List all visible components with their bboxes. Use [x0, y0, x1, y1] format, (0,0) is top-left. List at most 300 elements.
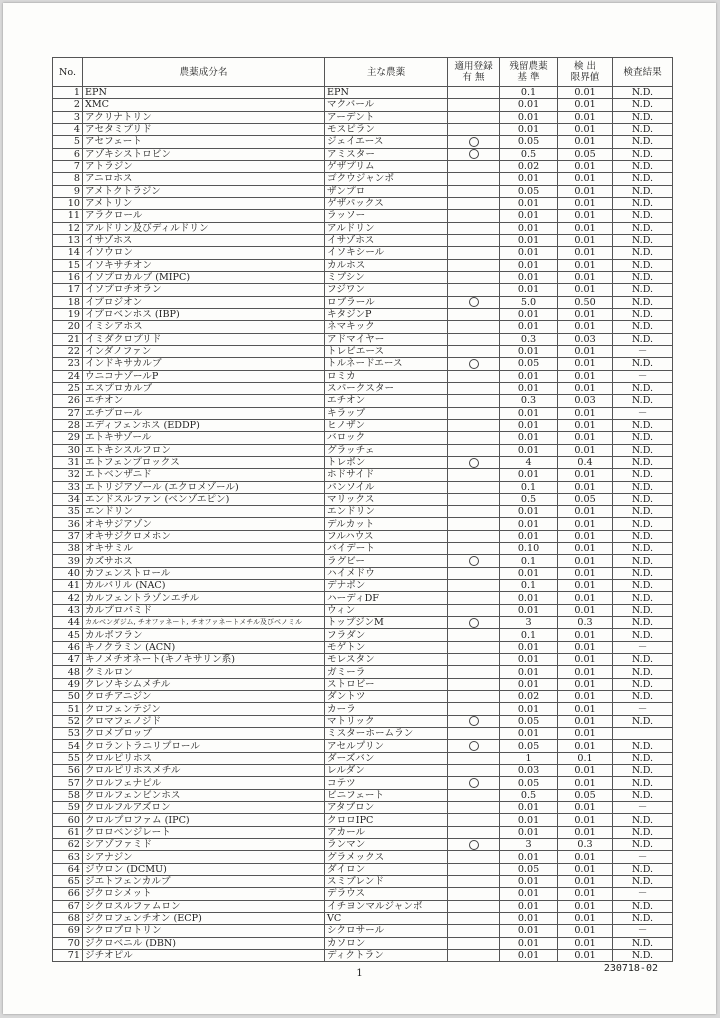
- cell-registered: [448, 247, 500, 259]
- cell-detection-limit: 0.05: [558, 789, 613, 801]
- cell-main-product: カソロン: [325, 937, 448, 949]
- cell-main-product: パンソイル: [325, 481, 448, 493]
- cell-registered: [448, 592, 500, 604]
- table-row: [53, 518, 673, 530]
- cell-result: N.D.: [613, 210, 673, 222]
- cell-detection-limit: 0.01: [558, 703, 613, 715]
- cell-standard: 0.01: [500, 949, 558, 961]
- cell-result: N.D.: [613, 419, 673, 431]
- cell-ingredient-name: シクロスルファムロン: [83, 900, 325, 912]
- cell-main-product: スミブレンド: [325, 876, 448, 888]
- cell-registered: [448, 370, 500, 382]
- cell-standard: 0.01: [500, 703, 558, 715]
- cell-standard: 0.5: [500, 148, 558, 160]
- table-row: [53, 493, 673, 505]
- table-row: [53, 148, 673, 160]
- cell-ingredient-name: ジクロシメット: [83, 888, 325, 900]
- cell-standard: 0.01: [500, 728, 558, 740]
- cell-no: 14: [53, 247, 83, 259]
- cell-detection-limit: 0.01: [558, 888, 613, 900]
- cell-registered: [448, 222, 500, 234]
- cell-registered: [448, 740, 500, 752]
- cell-registered: [448, 839, 500, 851]
- cell-detection-limit: 0.01: [558, 912, 613, 924]
- cell-ingredient-name: アセタミプリド: [83, 123, 325, 135]
- cell-result: N.D.: [613, 395, 673, 407]
- cell-ingredient-name: カルフェントラゾンエチル: [83, 592, 325, 604]
- cell-ingredient-name: クロマフェノジド: [83, 715, 325, 727]
- cell-registered: [448, 506, 500, 518]
- cell-no: 1: [53, 87, 83, 99]
- table-row: [53, 912, 673, 924]
- cell-ingredient-name: キノクラミン (ACN): [83, 641, 325, 653]
- cell-result: N.D.: [613, 197, 673, 209]
- cell-main-product: カルホス: [325, 259, 448, 271]
- table-row: [53, 469, 673, 481]
- cell-main-product: アタブロン: [325, 802, 448, 814]
- cell-ingredient-name: アニロホス: [83, 173, 325, 185]
- cell-main-product: ゲザプリム: [325, 160, 448, 172]
- cell-ingredient-name: クミルロン: [83, 666, 325, 678]
- cell-registered: [448, 382, 500, 394]
- cell-main-product: トレボン: [325, 456, 448, 468]
- cell-no: 5: [53, 136, 83, 148]
- cell-ingredient-name: アメトクトラジン: [83, 185, 325, 197]
- cell-detection-limit: 0.01: [558, 222, 613, 234]
- cell-main-product: ダントツ: [325, 691, 448, 703]
- cell-standard: 0.01: [500, 419, 558, 431]
- cell-detection-limit: 0.01: [558, 629, 613, 641]
- cell-no: 70: [53, 937, 83, 949]
- cell-result: －: [613, 641, 673, 653]
- cell-detection-limit: 0.01: [558, 481, 613, 493]
- cell-detection-limit: 0.01: [558, 580, 613, 592]
- cell-registered: [448, 641, 500, 653]
- table-row: [53, 580, 673, 592]
- registered-circle-icon: [469, 618, 479, 628]
- cell-main-product: コテツ: [325, 777, 448, 789]
- header-detection-limit: 検 出 限界値: [558, 58, 613, 87]
- cell-ingredient-name: エチオン: [83, 395, 325, 407]
- cell-no: 61: [53, 826, 83, 838]
- cell-no: 63: [53, 851, 83, 863]
- cell-no: 19: [53, 308, 83, 320]
- cell-standard: 0.01: [500, 567, 558, 579]
- cell-no: 35: [53, 506, 83, 518]
- cell-main-product: デルカット: [325, 518, 448, 530]
- cell-result: N.D.: [613, 654, 673, 666]
- cell-result: N.D.: [613, 444, 673, 456]
- table-row: [53, 87, 673, 99]
- cell-detection-limit: 0.01: [558, 851, 613, 863]
- cell-detection-limit: 0.01: [558, 308, 613, 320]
- table-row: [53, 160, 673, 172]
- cell-standard: 0.01: [500, 259, 558, 271]
- cell-standard: 0.01: [500, 308, 558, 320]
- cell-standard: 0.01: [500, 370, 558, 382]
- cell-main-product: ハーディDF: [325, 592, 448, 604]
- cell-registered: [448, 691, 500, 703]
- cell-ingredient-name: アルドリン及びディルドリン: [83, 222, 325, 234]
- table-row: [53, 333, 673, 345]
- cell-ingredient-name: エチプロール: [83, 407, 325, 419]
- cell-ingredient-name: イプロジオン: [83, 296, 325, 308]
- cell-detection-limit: 0.01: [558, 234, 613, 246]
- cell-standard: 0.01: [500, 111, 558, 123]
- cell-no: 40: [53, 567, 83, 579]
- cell-result: N.D.: [613, 543, 673, 555]
- cell-result: －: [613, 370, 673, 382]
- cell-registered: [448, 456, 500, 468]
- cell-ingredient-name: エトフェンプロックス: [83, 456, 325, 468]
- cell-ingredient-name: クロルピリホス: [83, 752, 325, 764]
- cell-ingredient-name: イソキサチオン: [83, 259, 325, 271]
- cell-registered: [448, 900, 500, 912]
- table-row: [53, 863, 673, 875]
- cell-no: 45: [53, 629, 83, 641]
- cell-detection-limit: 0.01: [558, 654, 613, 666]
- cell-standard: 0.01: [500, 123, 558, 135]
- cell-registered: [448, 148, 500, 160]
- cell-main-product: ジェイエース: [325, 136, 448, 148]
- cell-standard: 0.1: [500, 481, 558, 493]
- cell-registered: [448, 87, 500, 99]
- cell-standard: 5.0: [500, 296, 558, 308]
- cell-main-product: デラウス: [325, 888, 448, 900]
- cell-detection-limit: 0.01: [558, 321, 613, 333]
- cell-standard: 0.01: [500, 641, 558, 653]
- cell-main-product: EPN: [325, 87, 448, 99]
- cell-main-product: モスピラン: [325, 123, 448, 135]
- cell-main-product: グラッチェ: [325, 444, 448, 456]
- cell-detection-limit: 0.01: [558, 567, 613, 579]
- cell-detection-limit: 0.01: [558, 123, 613, 135]
- cell-registered: [448, 259, 500, 271]
- cell-detection-limit: 0.01: [558, 518, 613, 530]
- table-row: [53, 185, 673, 197]
- document-code: 230718-02: [603, 963, 658, 974]
- cell-ingredient-name: カルプロパミド: [83, 604, 325, 616]
- registered-circle-icon: [469, 137, 479, 147]
- table-row: [53, 432, 673, 444]
- table-row: [53, 173, 673, 185]
- cell-no: 12: [53, 222, 83, 234]
- cell-main-product: クロロIPC: [325, 814, 448, 826]
- cell-main-product: ダーズバン: [325, 752, 448, 764]
- cell-registered: [448, 432, 500, 444]
- cell-registered: [448, 481, 500, 493]
- cell-no: 28: [53, 419, 83, 431]
- document-page: [3, 3, 716, 1014]
- cell-detection-limit: 0.01: [558, 432, 613, 444]
- cell-result: N.D.: [613, 506, 673, 518]
- cell-standard: 0.1: [500, 580, 558, 592]
- cell-no: 21: [53, 333, 83, 345]
- cell-detection-limit: 0.01: [558, 543, 613, 555]
- table-row: [53, 419, 673, 431]
- registered-circle-icon: [469, 778, 479, 788]
- cell-no: 56: [53, 765, 83, 777]
- table-row: [53, 789, 673, 801]
- cell-no: 67: [53, 900, 83, 912]
- cell-result: －: [613, 888, 673, 900]
- cell-registered: [448, 863, 500, 875]
- table-row: [53, 210, 673, 222]
- cell-standard: 0.01: [500, 469, 558, 481]
- table-row: [53, 358, 673, 370]
- cell-main-product: モレスタン: [325, 654, 448, 666]
- cell-main-product: シクロサール: [325, 925, 448, 937]
- cell-no: 32: [53, 469, 83, 481]
- table-row: [53, 136, 673, 148]
- cell-no: 65: [53, 876, 83, 888]
- cell-standard: 0.01: [500, 518, 558, 530]
- cell-standard: 0.01: [500, 506, 558, 518]
- cell-standard: 0.01: [500, 876, 558, 888]
- table-row: [53, 765, 673, 777]
- cell-ingredient-name: オキサジクロメホン: [83, 530, 325, 542]
- cell-main-product: トップジンM: [325, 617, 448, 629]
- table-row: [53, 308, 673, 320]
- table-row: [53, 506, 673, 518]
- cell-main-product: デナポン: [325, 580, 448, 592]
- cell-main-product: ラッソー: [325, 210, 448, 222]
- cell-result: －: [613, 925, 673, 937]
- cell-registered: [448, 271, 500, 283]
- cell-no: 30: [53, 444, 83, 456]
- cell-no: 43: [53, 604, 83, 616]
- cell-ingredient-name: シアナジン: [83, 851, 325, 863]
- cell-result: N.D.: [613, 691, 673, 703]
- cell-result: N.D.: [613, 321, 673, 333]
- cell-result: N.D.: [613, 740, 673, 752]
- cell-no: 44: [53, 617, 83, 629]
- cell-standard: 0.1: [500, 629, 558, 641]
- cell-main-product: キラップ: [325, 407, 448, 419]
- cell-standard: 0.01: [500, 937, 558, 949]
- cell-detection-limit: 0.05: [558, 493, 613, 505]
- cell-ingredient-name: EPN: [83, 87, 325, 99]
- cell-ingredient-name: アトラジン: [83, 160, 325, 172]
- cell-ingredient-name: イソプロカルブ (MIPC): [83, 271, 325, 283]
- table-row: [53, 592, 673, 604]
- cell-no: 8: [53, 173, 83, 185]
- cell-detection-limit: 0.4: [558, 456, 613, 468]
- cell-main-product: ホドサイド: [325, 469, 448, 481]
- cell-result: N.D.: [613, 481, 673, 493]
- cell-ingredient-name: シアゾファミド: [83, 839, 325, 851]
- cell-ingredient-name: イプロベンホス (IBP): [83, 308, 325, 320]
- cell-no: 52: [53, 715, 83, 727]
- cell-result: [613, 728, 673, 740]
- cell-registered: [448, 333, 500, 345]
- cell-result: －: [613, 703, 673, 715]
- cell-registered: [448, 604, 500, 616]
- cell-detection-limit: 0.01: [558, 99, 613, 111]
- cell-ingredient-name: エディフェンホス (EDDP): [83, 419, 325, 431]
- cell-registered: [448, 493, 500, 505]
- cell-detection-limit: 0.01: [558, 765, 613, 777]
- cell-no: 24: [53, 370, 83, 382]
- cell-main-product: ミスターホームラン: [325, 728, 448, 740]
- cell-main-product: ストロビー: [325, 678, 448, 690]
- cell-detection-limit: 0.01: [558, 555, 613, 567]
- cell-detection-limit: 0.01: [558, 592, 613, 604]
- table-header-row: [53, 58, 673, 87]
- cell-no: 37: [53, 530, 83, 542]
- cell-main-product: ヒノザン: [325, 419, 448, 431]
- cell-no: 60: [53, 814, 83, 826]
- cell-result: N.D.: [613, 900, 673, 912]
- cell-main-product: ガミーラ: [325, 666, 448, 678]
- cell-ingredient-name: インドキサカルブ: [83, 358, 325, 370]
- cell-result: N.D.: [613, 580, 673, 592]
- cell-result: N.D.: [613, 456, 673, 468]
- cell-registered: [448, 358, 500, 370]
- cell-no: 27: [53, 407, 83, 419]
- table-row: [53, 234, 673, 246]
- cell-main-product: アミスター: [325, 148, 448, 160]
- cell-detection-limit: 0.01: [558, 666, 613, 678]
- cell-ingredient-name: イミシアホス: [83, 321, 325, 333]
- cell-registered: [448, 99, 500, 111]
- cell-main-product: トルネードエース: [325, 358, 448, 370]
- cell-result: N.D.: [613, 666, 673, 678]
- cell-registered: [448, 715, 500, 727]
- table-row: [53, 900, 673, 912]
- cell-result: N.D.: [613, 814, 673, 826]
- cell-standard: 0.01: [500, 222, 558, 234]
- table-row: [53, 617, 673, 629]
- cell-ingredient-name: アメトリン: [83, 197, 325, 209]
- cell-main-product: VC: [325, 912, 448, 924]
- cell-no: 7: [53, 160, 83, 172]
- cell-result: N.D.: [613, 148, 673, 160]
- table-row: [53, 691, 673, 703]
- cell-result: N.D.: [613, 839, 673, 851]
- cell-standard: 0.01: [500, 247, 558, 259]
- cell-detection-limit: 0.01: [558, 247, 613, 259]
- cell-standard: 0.01: [500, 888, 558, 900]
- cell-ingredient-name: クロルプロファム (IPC): [83, 814, 325, 826]
- cell-registered: [448, 654, 500, 666]
- cell-standard: 0.01: [500, 407, 558, 419]
- table-row: [53, 949, 673, 961]
- cell-detection-limit: 0.01: [558, 185, 613, 197]
- table-row: [53, 247, 673, 259]
- cell-result: N.D.: [613, 136, 673, 148]
- cell-detection-limit: 0.01: [558, 802, 613, 814]
- cell-ingredient-name: カズサホス: [83, 555, 325, 567]
- cell-standard: 0.01: [500, 814, 558, 826]
- cell-registered: [448, 518, 500, 530]
- cell-no: 51: [53, 703, 83, 715]
- cell-main-product: アカール: [325, 826, 448, 838]
- table-row: [53, 654, 673, 666]
- cell-registered: [448, 580, 500, 592]
- cell-main-product: イチヨンマルジャンボ: [325, 900, 448, 912]
- cell-standard: 0.01: [500, 197, 558, 209]
- cell-no: 29: [53, 432, 83, 444]
- cell-ingredient-name: クロルフェンビンホス: [83, 789, 325, 801]
- cell-main-product: ダイロン: [325, 863, 448, 875]
- cell-no: 54: [53, 740, 83, 752]
- cell-no: 4: [53, 123, 83, 135]
- cell-no: 57: [53, 777, 83, 789]
- cell-detection-limit: 0.01: [558, 691, 613, 703]
- cell-result: N.D.: [613, 358, 673, 370]
- table-row: [53, 604, 673, 616]
- cell-standard: 0.02: [500, 691, 558, 703]
- header-result: 検査結果: [613, 58, 673, 87]
- cell-result: N.D.: [613, 567, 673, 579]
- cell-main-product: アドマイヤー: [325, 333, 448, 345]
- table-row: [53, 728, 673, 740]
- cell-main-product: ラグビー: [325, 555, 448, 567]
- cell-registered: [448, 789, 500, 801]
- cell-detection-limit: 0.01: [558, 419, 613, 431]
- cell-standard: 1: [500, 752, 558, 764]
- cell-registered: [448, 617, 500, 629]
- cell-no: 23: [53, 358, 83, 370]
- registered-circle-icon: [469, 297, 479, 307]
- cell-ingredient-name: インダノファン: [83, 345, 325, 357]
- cell-standard: 0.05: [500, 777, 558, 789]
- cell-registered: [448, 308, 500, 320]
- cell-no: 58: [53, 789, 83, 801]
- cell-main-product: ゴクウジャンボ: [325, 173, 448, 185]
- cell-ingredient-name: クロメプロップ: [83, 728, 325, 740]
- cell-no: 59: [53, 802, 83, 814]
- cell-standard: 3: [500, 617, 558, 629]
- table-row: [53, 641, 673, 653]
- cell-registered: [448, 197, 500, 209]
- cell-main-product: ザンプロ: [325, 185, 448, 197]
- cell-result: N.D.: [613, 333, 673, 345]
- cell-registered: [448, 555, 500, 567]
- table-row: [53, 530, 673, 542]
- cell-registered: [448, 543, 500, 555]
- cell-no: 46: [53, 641, 83, 653]
- cell-main-product: ゲザパックス: [325, 197, 448, 209]
- cell-registered: [448, 321, 500, 333]
- cell-registered: [448, 407, 500, 419]
- cell-no: 64: [53, 863, 83, 875]
- cell-detection-limit: 0.1: [558, 752, 613, 764]
- cell-ingredient-name: カフェンストロール: [83, 567, 325, 579]
- table-row: [53, 321, 673, 333]
- cell-detection-limit: 0.01: [558, 925, 613, 937]
- table-row: [53, 543, 673, 555]
- cell-main-product: アルドリン: [325, 222, 448, 234]
- cell-standard: 0.01: [500, 321, 558, 333]
- cell-main-product: ビニフェート: [325, 789, 448, 801]
- cell-main-product: アーデント: [325, 111, 448, 123]
- table-row: [53, 259, 673, 271]
- cell-ingredient-name: クロルフェナピル: [83, 777, 325, 789]
- cell-standard: 0.01: [500, 432, 558, 444]
- cell-standard: 0.01: [500, 173, 558, 185]
- cell-detection-limit: 0.01: [558, 814, 613, 826]
- cell-standard: 0.01: [500, 925, 558, 937]
- cell-registered: [448, 876, 500, 888]
- table-row: [53, 444, 673, 456]
- table-row: [53, 345, 673, 357]
- cell-detection-limit: 0.05: [558, 148, 613, 160]
- cell-registered: [448, 345, 500, 357]
- cell-standard: 0.05: [500, 715, 558, 727]
- table-body: [53, 87, 673, 962]
